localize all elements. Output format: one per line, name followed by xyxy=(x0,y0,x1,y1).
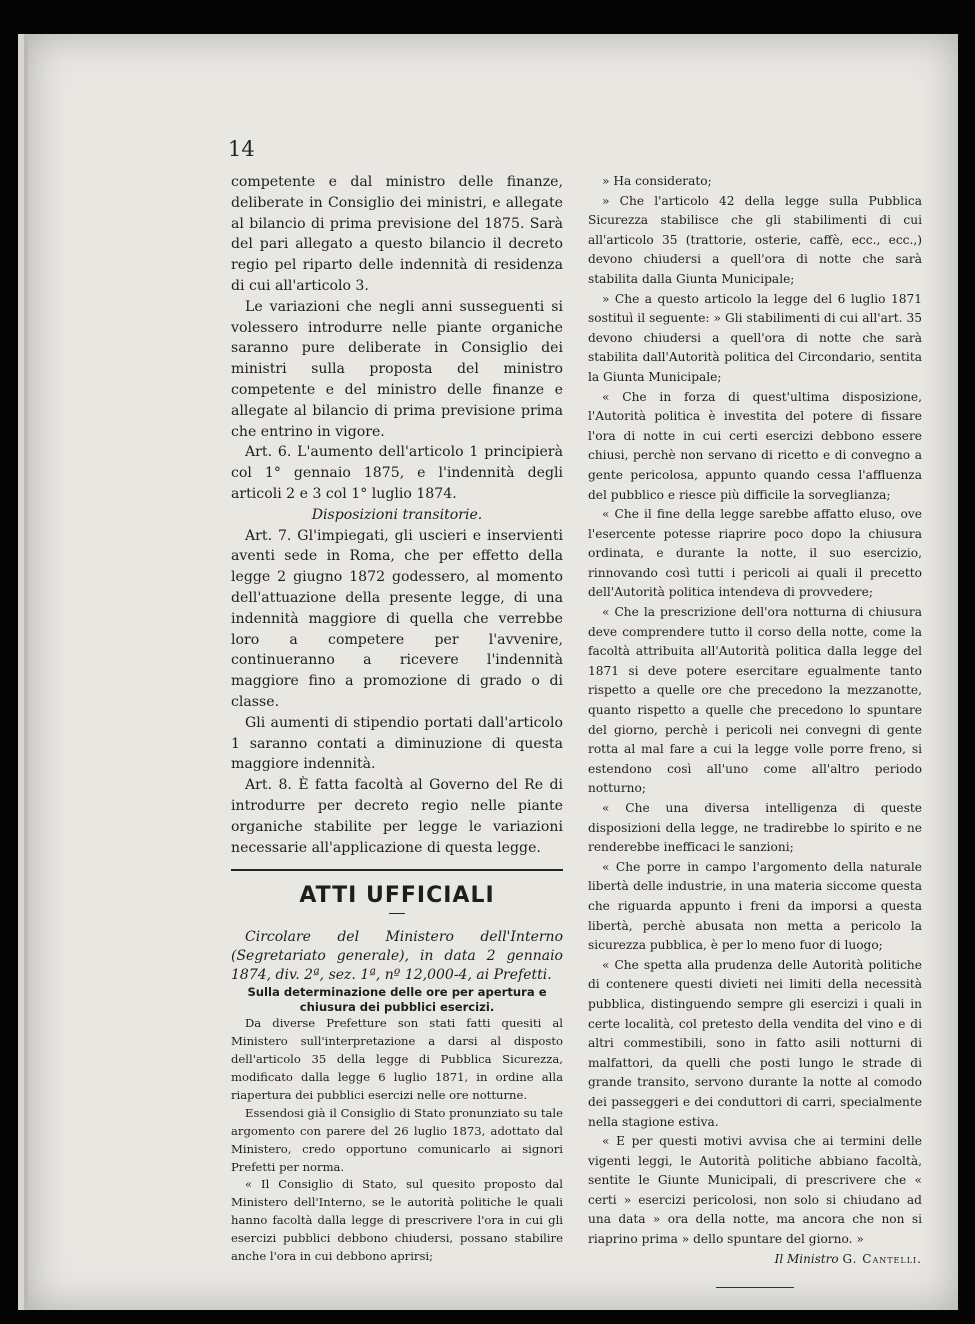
left-column xyxy=(231,172,563,1266)
right-column xyxy=(588,172,922,1288)
paragraph: « Che porre in campo l'argomento della naturale libertà delle industrie, in una materia siccome questa che riguarda appunto i freni da imporsi a questa libertà, perchè abusata non metta a pericolo la sicurezza pubblica, è per lo meno fuor di luogo; xyxy=(588,859,922,953)
signature xyxy=(588,1250,922,1270)
section-title-transitorie: Disposizioni transitorie. xyxy=(311,506,483,523)
end-rule xyxy=(716,1287,794,1288)
paragraph: « Che in forza di quest'ultima disposizione, l'Autorità politica è investita del potere di fissare l'ora di notte in cui certi esercizi debbono essere chiusi, perchè non servano di ricetto e di convegno a gente pericolosa, appunto quando cessa l'affluenza del pubblico e riesce più difficile la sorveglianza; xyxy=(588,389,922,502)
paragraph: Le variazioni che negli anni susseguenti si volessero introdurre nelle piante organiche saranno pure deliberate in Consiglio dei ministri sulla proposta del ministro competente e del ministro delle finanze e allegate al bilancio di prima previsione prima che entrino in vigore. xyxy=(231,298,563,440)
paragraph: » Che l'articolo 42 della legge sulla Pubblica Sicurezza stabilisce che gli stabilimenti di cui all'articolo 35 (trattorie, osterie, caffè, ecc., ecc.,) devono chiudersi a quell'ora di notte che sarà stabilita dalla Giunta Municipale; xyxy=(588,193,922,286)
paragraph: « E per questi motivi avvisa che ai termini delle vigenti leggi, le Autorità politiche abbiano facoltà, sentite le Giunte Municipali, di prescrivere che « certi » esercizi pericolosi, non solo si chiudano ad una data » ora della notte, ma ancora che non si riaprino prima » dello spuntare del giorno. » xyxy=(588,1134,922,1247)
article-7: Art. 7. Gl'impiegati, gli uscieri e inservienti aventi sede in Roma, che per effetto della legge 2 giugno 1872 godessero, al momento dell'attuazione della presente legge, di una indennità maggiore di quella che verrebbe loro a competere per l'avvenire, continueranno a ricevere l'indennità maggiore fino a promozione di grado o di classe. xyxy=(231,527,563,710)
paragraph: competente e dal ministro delle finanze, deliberate in Consiglio dei ministri, e allegate al bilancio di prima previsione del 1875. Sarà del pari allegato a questo bilancio il decreto regio pel riparto delle indennità di residenza di cui all'articolo 3. xyxy=(231,174,563,294)
paragraph: Gli aumenti di stipendio portati dall'articolo 1 saranno contati a diminuzione di questa maggiore indennità. xyxy=(231,714,563,773)
paragraph: « Che spetta alla prudenza delle Autorità politiche di contenere questi divieti nei limiti della necessità pubblica, distinguendo sempre gli esercizi i quali in certe località, col pretesto della vendita del vino e di altri commestibili, sono in fatto asili notturni di malfattori, da quelli che posti lungo le strade di grande transito, servono durante la notte al comodo dei passeggeri e dei conduttori di carri, specialmente nella stagione estiva. xyxy=(588,957,922,1129)
paragraph: « Che la prescrizione dell'ora notturna di chiusura deve comprendere tutto il corso della notte, come la facoltà attribuita all'Autorità politica dalla legge del 1871 si deve potere esercitare egualmente tanto rispetto a quelle ore che precedono la mezzanotte, quanto rispetto a quelle che precedono lo spuntare del giorno, perchè i pericoli nei convegni di gente rotta al mal fare a cui la legge volle porre freno, si estendono così all'uno come all'altro periodo notturno; xyxy=(588,605,922,796)
section-divider xyxy=(231,869,563,871)
paragraph: » Ha considerato; xyxy=(602,174,712,188)
paragraph: « Il Consiglio di Stato, sul quesito proposto dal Ministero dell'Interno, se le autorità politiche le quali hanno facoltà dalla legge di prescrivere l'ora in cui gli esercizi pubblici debbono chiudersi, possano stabilire anche l'ora in cui debbono aprirsi; xyxy=(231,1177,563,1264)
circular-header: Circolare del Ministero dell'Interno (Segretariato generale), in data 2 gennaio 1874, div. 2ª, sez. 1ª, nº 12,000-4, ai Prefetti. xyxy=(231,929,563,984)
signature-name: G. Cantelli. xyxy=(842,1251,922,1266)
article-6: Art. 6. L'aumento dell'articolo 1 principierà col 1° gennaio 1875, e l'indennità degli articoli 2 e 3 col 1° luglio 1874. xyxy=(231,444,563,502)
circular-subject: Sulla determinazione delle ore per apertura e chiusura dei pubblici esercizi. xyxy=(247,985,547,1015)
section-heading: ATTI UFFICIALI xyxy=(299,883,495,909)
page-number: 14 xyxy=(228,137,255,161)
signature-title: Il Ministro xyxy=(774,1251,839,1266)
paragraph: « Che una diversa intelligenza di queste disposizioni della legge, ne tradirebbe lo spirito e ne renderebbe inefficaci le sanzioni; xyxy=(588,801,922,855)
paragraph: Da diverse Prefetture son stati fatti quesiti al Ministero sull'interpretazione a darsi al disposto dell'articolo 35 della legge di Pubblica Sicurezza, modificato dalla legge 6 luglio 1871, in ordine alla riapertura dei pubblici esercizi nelle ore notturne. xyxy=(231,1016,563,1102)
paragraph: » Che a questo articolo la legge del 6 luglio 1871 sostituì il seguente: » Gli stabilimenti di cui all'art. 35 devono chiudersi a quell'ora di notte che sarà stabilita dall'Autorità politica del Circondario, sentita la Giunta Municipale; xyxy=(588,291,922,384)
article-8: Art. 8. È fatta facoltà al Governo del Re di introdurre per decreto regio nelle piante organiche stabilite per legge le variazioni necessarie all'applicazione di questa legge. xyxy=(231,777,563,856)
paragraph: Essendosi già il Consiglio di Stato pronunziato su tale argomento con parere del 26 luglio 1873, adottato dal Ministero, credo opportuno comunicarlo ai signori Prefetti per norma. xyxy=(231,1105,563,1174)
paragraph: « Che il fine della legge sarebbe affatto eluso, ove l'esercente potesse riaprire poco dopo la chiusura ordinata, e durante la notte, il suo esercizio, rinnovando così tutti i pericoli ai quali il precetto dell'Autorità politica intendeva di provvedere; xyxy=(588,507,922,600)
heading-underline xyxy=(389,913,405,914)
